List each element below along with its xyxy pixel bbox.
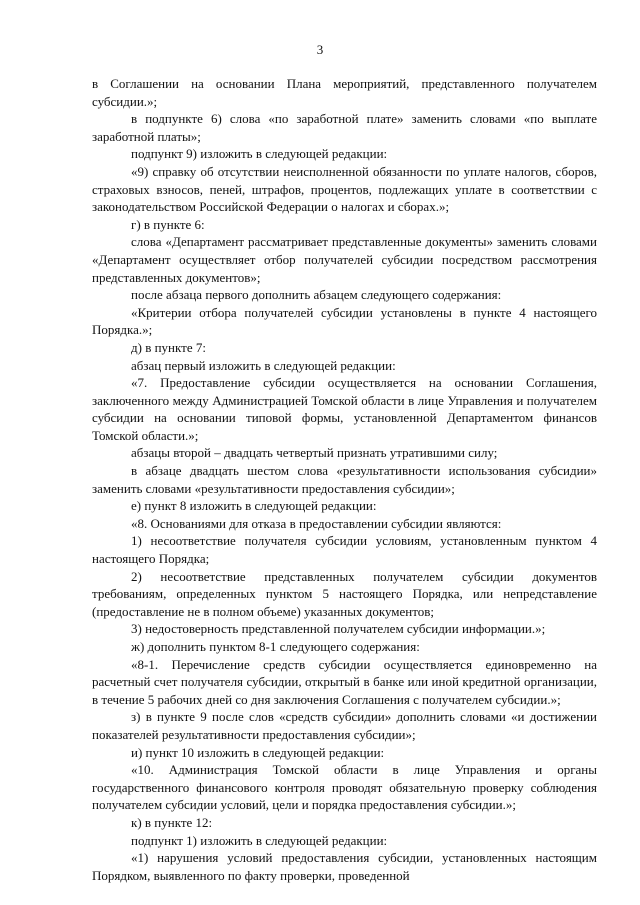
paragraph: абзацы второй – двадцать четвертый признать утратившими силу; [131,445,498,461]
paragraph: е) пункт 8 изложить в следующей редакции: [131,498,377,514]
paragraph: ж) дополнить пунктом 8-1 следующего содержания: [131,639,420,654]
paragraph: к) в пункте 12: [131,814,213,830]
paragraph: подпункт 9) изложить в следующей редакции: [131,146,388,162]
paragraph: подпункт 1) изложить в следующей редакции: [131,832,388,848]
paragraph: «Критерии отбора получателей субсидии установлены в пункте 4 настоящего Порядка.»; [92,304,597,338]
paragraph: д) в пункте 7: [131,339,206,355]
paragraph: «10. Администрация Томской области в лице Управления и органы государственного финансового контроля проводят обязательную проверку соблюдения получателем субсидии условий, цели и порядка предоставления субсидии.»; [92,762,597,813]
document-body [92,75,597,884]
paragraph: «8-1. Перечисление средств субсидии осуществляется единовременно на расчетный счет получателя субсидии, открытый в банке или иной кредитной организации, в течение 5 рабочих дней со дня заключения Соглашения с получателем субсидии.»; [92,656,597,707]
paragraph: абзац первый изложить в следующей редакции: [131,357,396,373]
paragraph: з) в пункте 9 после слов «средств субсидии» дополнить словами «и достижении показателей результативности предоставления субсидии»; [92,709,597,742]
paragraph: «7. Предоставление субсидии осуществляется на основании Соглашения, заключенного между Администрацией Томской области в лице Управления и получателем субсидии на основании типовой формы, установленной Департаментом финансов Томской области.»; [92,375,597,443]
paragraph: 3) недостоверность представленной получателем субсидии информации.»; [131,621,546,637]
paragraph: «8. Основаниями для отказа в предоставлении субсидии являются: [131,515,502,531]
paragraph: «1) нарушения условий предоставления субсидии, установленных настоящим Порядком, выявленного по факту проверки, проведенной [92,850,597,883]
paragraph-continuation: в Соглашении на основании Плана мероприятий, представленного получателем субсидии.»; [92,76,597,109]
paragraph: г) в пункте 6: [131,216,205,232]
paragraph: 1) несоответствие получателя субсидии условиям, установленным пунктом 4 настоящего Порядка; [92,533,597,567]
paragraph: в подпункте 6) слова «по заработной плате» заменить словами «по выплате заработной платы»; [92,111,597,144]
paragraph: слова «Департамент рассматривает представленные документы» заменить словами «Департамент осуществляет отбор получателей субсидии посредством рассмотрения представленных документов»; [92,234,597,285]
paragraph: после абзаца первого дополнить абзацем следующего содержания: [131,287,502,303]
paragraph: в абзаце двадцать шестом слова «результативности использования субсидии» заменить словами «результативности предоставления субсидии»; [92,463,597,496]
paragraph: «9) справку об отсутствии неисполненной обязанности по уплате налогов, сборов, страховых взносов, пеней, штрафов, процентов, подлежащих уплате в соответствии с законодательством Российской Федерации о налогах и сборах.»; [92,163,597,215]
paragraph: 2) несоответствие представленных получателем субсидии документов требованиям, определенных пунктом 5 настоящего Порядка, или непредставление (предоставление не в полном объеме) указанных документов; [92,568,597,619]
paragraph: и) пункт 10 изложить в следующей редакции: [131,744,385,760]
page-number: 3 [316,42,324,57]
